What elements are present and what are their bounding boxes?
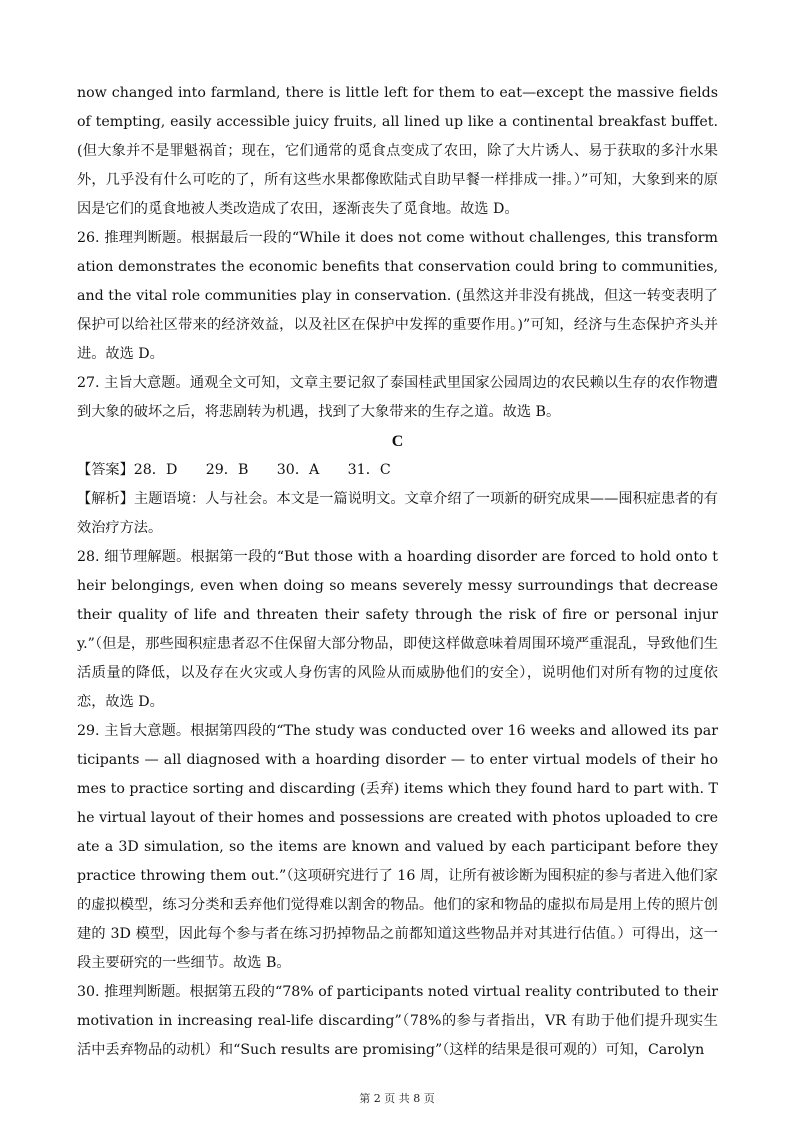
answer-key: 【答案】28．D 29．B 30．A 31．C (77, 462, 391, 478)
paragraph-28: 28. 细节理解题。根据第一段的“But those with a hoarding disorder are forced to hold onto their belongings, even when doing so means severely messy surroundings that decrease their quality of life and threaten their safety through the risk of fire or personal injury.”（但是，那些囤积症患者忍不住保留大部分物品，即使这样做意味着周围环境严重混乱，导致他们生活质量的降低，以及存在火灾或人身伤害的风险从而威胁他们的安全），说明他们对所有物的过度依恋，故选 D。 (77, 549, 718, 710)
analysis-paragraph: 【解析】主题语境：人与社会。本文是一篇说明文。文章介绍了一项新的研究成果——囤积症患者的有效治疗方法。 (77, 491, 718, 536)
paragraph-27: 27. 主旨大意题。通观全文可知，文章主要记叙了泰国桂武里国家公园周边的农民赖以生存的农作物遭到大象的破坏之后，将悲剧转为机遇，找到了大象带来的生存之道。故选 B。 (77, 375, 718, 420)
paragraph-25-continued: now changed into farmland, there is little left for them to eat—except the massive fields of tempting, easily accessible juicy fruits, all lined up like a continental breakfast buffet.(但大象并不是罪魁祸首；现在，它们通常的觅食点变成了农田，除了大片诱人、易于获取的多汁水果外，几乎没有什么可吃的了，所有这些水果都像欧陆式自助早餐一样排成一排。）”可知，大象到来的原因是它们的觅食地被人类改造成了农田，逐渐丧失了觅食地。故选 D。 (77, 85, 718, 217)
paragraph-29: 29. 主旨大意题。根据第四段的“The study was conducted over 16 weeks and allowed its participants — all diagnosed with a hoarding disorder — to enter virtual models of their homes to practice sorting and discarding (丢弃) items which they found hard to part with. The virtual layout of their homes and possessions are created with photos uploaded to create a 3D simulation, so the items are known and valued by each participant before they practice throwing them out.”（这项研究进行了 16 周，让所有被诊断为囤积症的参与者进入他们家的虚拟模型，练习分类和丢弃他们觉得难以割舍的物品。他们的家和物品的虚拟布局是用上传的照片创建的 3D 模型，因此每个参与者在练习扔掉物品之前都知道这些物品并对其进行估值。）可得出，这一段主要研究的一些细节。故选 B。 (77, 723, 718, 971)
section-heading: C (391, 433, 404, 450)
document-body (77, 79, 718, 1065)
paragraph-26: 26. 推理判断题。根据最后一段的“While it does not come without challenges, this transformation demonstrates the economic benefits that conservation could bring to communities, and the vital role communities play in conservation. (虽然这并非没有挑战，但这一转变表明了保护可以给社区带来的经济效益，以及社区在保护中发挥的重要作用。)”可知，经济与生态保护齐头并进。故选 D。 (77, 230, 718, 362)
paragraph-30: 30. 推理判断题。根据第五段的“78% of participants noted virtual reality contributed to their motivation in increasing real-life discarding”（78%的参与者指出，VR 有助于他们提升现实生活中丢弃物品的动机）和“Such results are promising”（这样的结果是很可观的）可知，Carolyn (77, 984, 718, 1058)
page-footer: 第 2 页 共 8 页 (359, 1092, 435, 1105)
